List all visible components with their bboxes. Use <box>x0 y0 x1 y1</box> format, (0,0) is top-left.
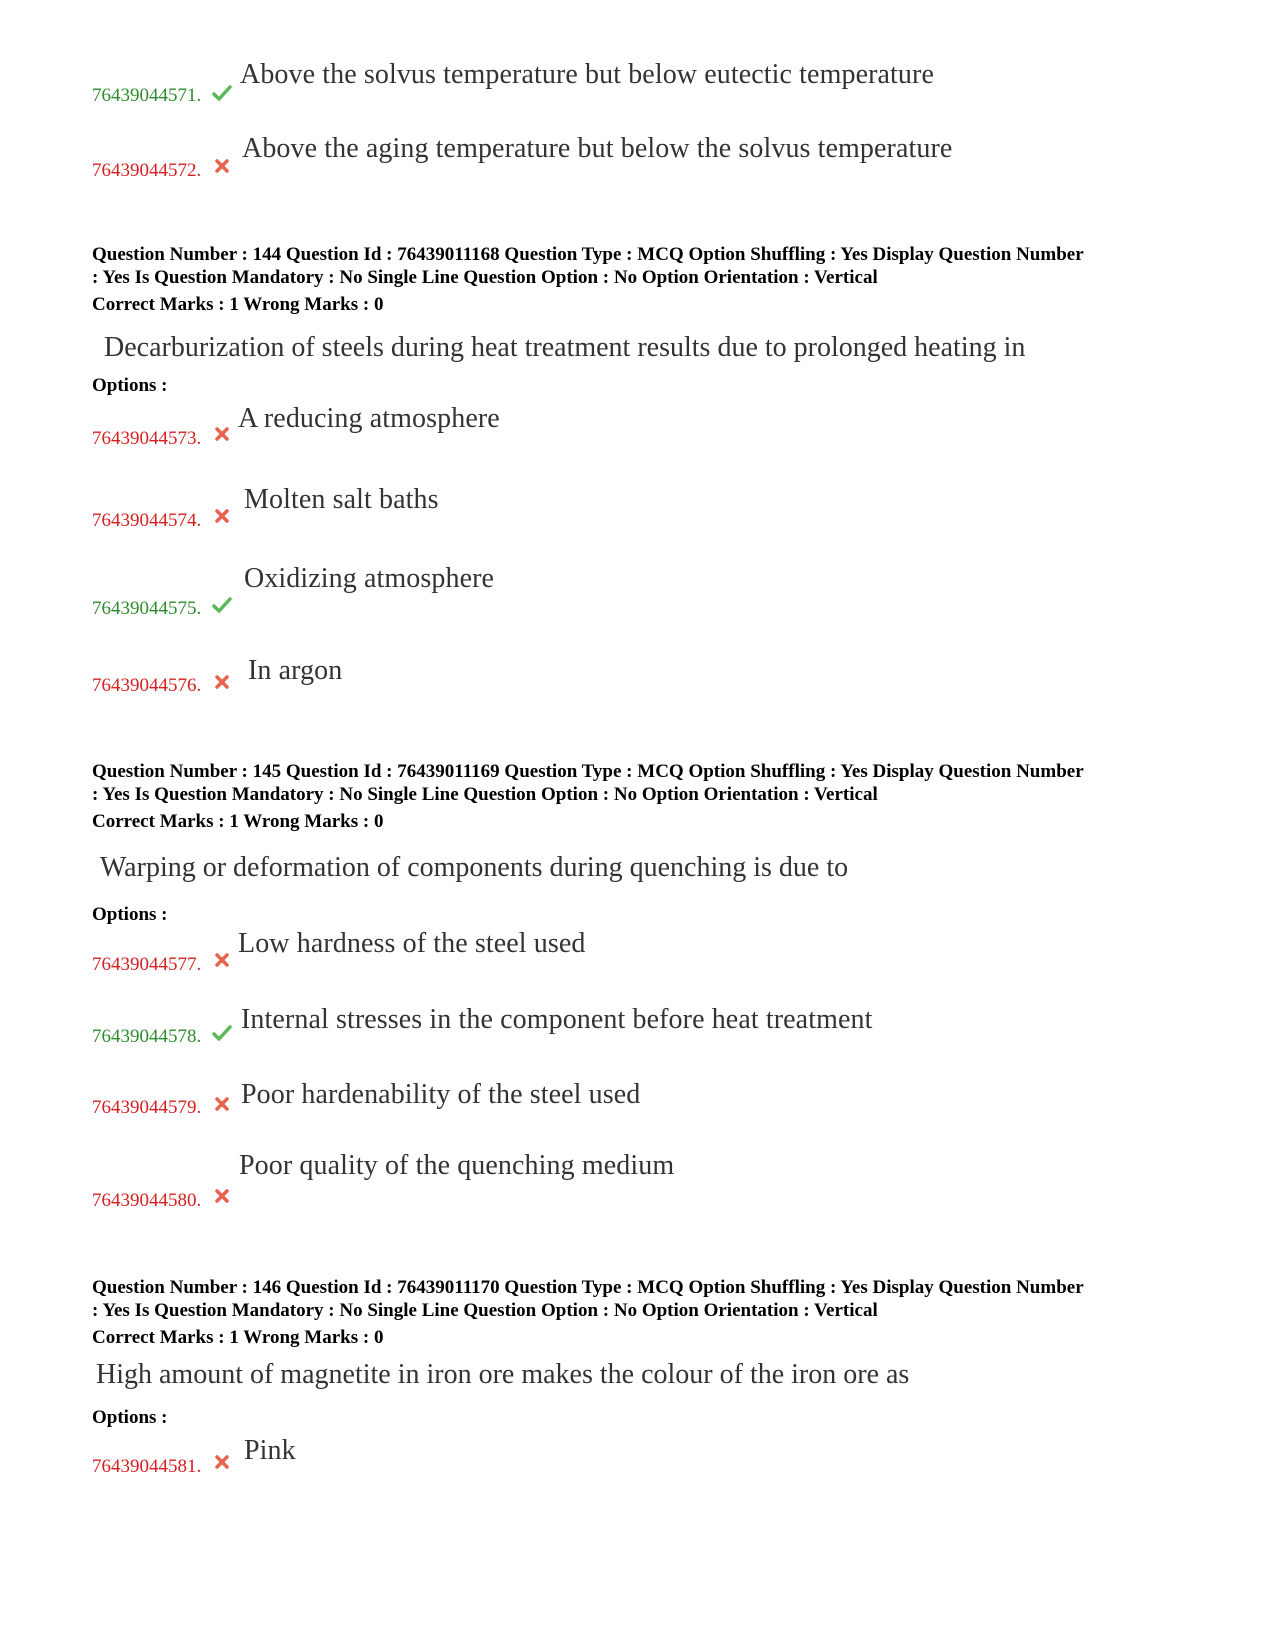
question-meta-line: : Yes Is Question Mandatory : No Single Line Question Option : No Option Orientation : Vertical <box>92 267 878 288</box>
options-label: Options : <box>92 375 168 396</box>
option-id: 76439044576. <box>92 675 202 696</box>
option-id: 76439044571. <box>92 85 202 106</box>
option-id: 76439044577. <box>92 954 202 975</box>
question-text: Decarburization of steels during heat treatment results due to prolonged heating in <box>104 332 1026 363</box>
option-text: Above the solvus temperature but below eutectic temperature <box>240 59 934 90</box>
question-meta <box>92 760 1212 806</box>
check-icon <box>212 83 232 103</box>
option-text: In argon <box>248 655 343 686</box>
option-text: Internal stresses in the component before heat treatment <box>241 1004 873 1035</box>
option-text: Pink <box>244 1435 296 1466</box>
option-id: 76439044581. <box>92 1456 202 1477</box>
check-icon <box>212 595 232 615</box>
check-icon <box>212 1023 232 1043</box>
cross-icon <box>212 672 232 692</box>
option-id: 76439044580. <box>92 1190 202 1211</box>
option-id: 76439044575. <box>92 598 202 619</box>
marks-line: Correct Marks : 1 Wrong Marks : 0 <box>92 811 384 832</box>
option-text: Poor hardenability of the steel used <box>241 1079 641 1110</box>
option-text: Oxidizing atmosphere <box>244 563 495 594</box>
options-label: Options : <box>92 1407 168 1428</box>
cross-icon <box>212 950 232 970</box>
option-text: Above the aging temperature but below the solvus temperature <box>242 133 953 164</box>
question-text: Warping or deformation of components during quenching is due to <box>100 852 849 883</box>
cross-icon <box>212 156 232 176</box>
question-meta-line: Question Number : 144 Question Id : 76439011168 Question Type : MCQ Option Shuffling : Yes Display Question Number <box>92 244 1084 265</box>
question-meta-line: Question Number : 146 Question Id : 76439011170 Question Type : MCQ Option Shuffling : Yes Display Question Number <box>92 1277 1084 1298</box>
options-label: Options : <box>92 904 168 925</box>
question-meta-line: : Yes Is Question Mandatory : No Single Line Question Option : No Option Orientation : Vertical <box>92 1300 878 1321</box>
question-meta <box>92 1276 1212 1322</box>
question-meta <box>92 243 1212 289</box>
question-meta-line: Question Number : 145 Question Id : 76439011169 Question Type : MCQ Option Shuffling : Yes Display Question Number <box>92 761 1084 782</box>
option-id: 76439044574. <box>92 510 202 531</box>
option-text: Low hardness of the steel used <box>238 928 586 959</box>
cross-icon <box>212 1094 232 1114</box>
option-text: Poor quality of the quenching medium <box>239 1150 675 1181</box>
option-id: 76439044572. <box>92 160 202 181</box>
marks-line: Correct Marks : 1 Wrong Marks : 0 <box>92 1327 384 1348</box>
cross-icon <box>212 506 232 526</box>
option-id: 76439044578. <box>92 1026 202 1047</box>
marks-line: Correct Marks : 1 Wrong Marks : 0 <box>92 294 384 315</box>
cross-icon <box>212 1186 232 1206</box>
question-meta-line: : Yes Is Question Mandatory : No Single Line Question Option : No Option Orientation : Vertical <box>92 784 878 805</box>
question-text: High amount of magnetite in iron ore makes the colour of the iron ore as <box>96 1359 910 1390</box>
option-id: 76439044573. <box>92 428 202 449</box>
cross-icon <box>212 1452 232 1472</box>
option-text: A reducing atmosphere <box>238 403 500 434</box>
option-id: 76439044579. <box>92 1097 202 1118</box>
option-text: Molten salt baths <box>244 484 439 515</box>
cross-icon <box>212 424 232 444</box>
